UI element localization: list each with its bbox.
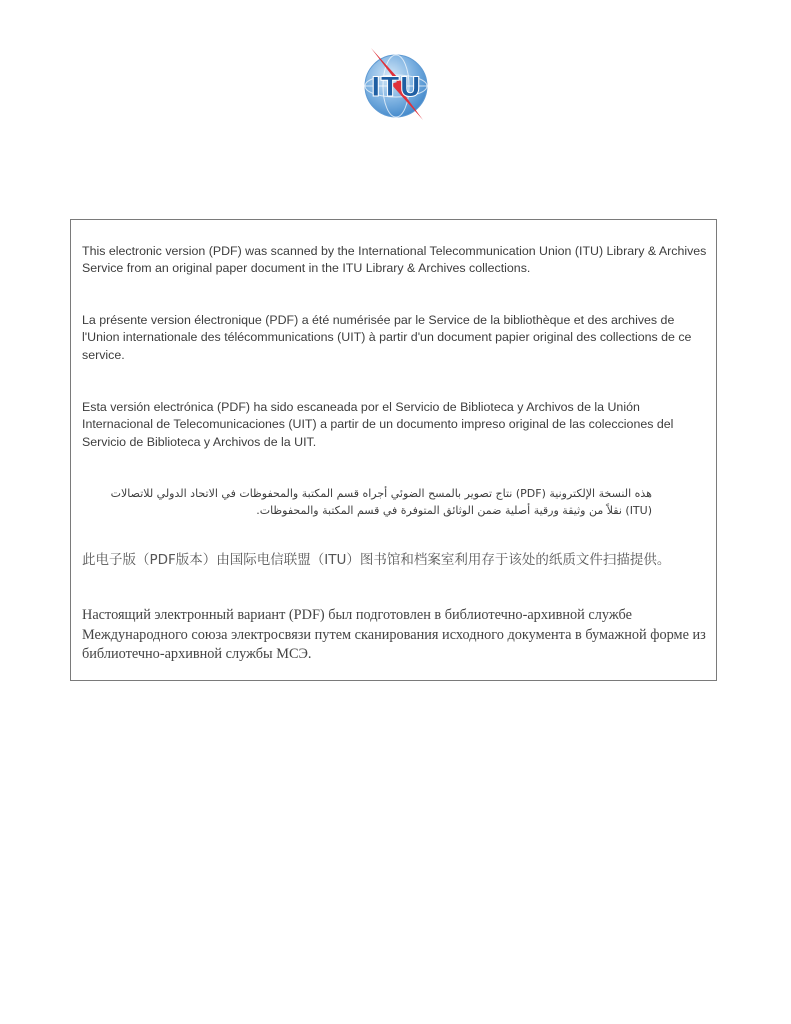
notice-chinese: 此电子版（PDF版本）由国际电信联盟（ITU）图书馆和档案室利用存于该处的纸质文件扫描提供。 bbox=[82, 552, 671, 568]
logo-text: ITU bbox=[370, 72, 422, 103]
notice-box bbox=[70, 219, 717, 681]
itu-globe-icon bbox=[361, 46, 431, 122]
notice-arabic: هذه النسخة الإلكترونية (PDF) نتاج تصوير بالمسح الضوئي أجراه قسم المكتبة والمحفوظات في الاتحاد الدولي للاتصالات (ITU) نقلاً من وثيقة ورقية أصلية ضمن الوثائق المتوفرة في قسم المكتبة والمحفوظات. bbox=[110, 487, 652, 517]
notice-english: This electronic version (PDF) was scanned by the International Telecommunication Union (ITU) Library & Archives Service from an original paper document in the ITU Library & Archives collections. bbox=[82, 244, 707, 276]
notice-french: La présente version électronique (PDF) a été numérisée par le Service de la bibliothèque et des archives de l'Union internationale des télécommunications (UIT) à partir d'un document papier original des collections de ce service. bbox=[82, 313, 692, 362]
itu-logo bbox=[361, 46, 431, 122]
notice-russian: Настоящий электронный вариант (PDF) был подготовлен в библиотечно-архивной службе Международного союза электросвязи путем сканирования исходного документа в бумажной форме из библиотечно-архивной службы МСЭ. bbox=[82, 607, 706, 662]
notice-spanish: Esta versión electrónica (PDF) ha sido escaneada por el Servicio de Biblioteca y Archivos de la Unión Internacional de Telecomunicaciones (UIT) a partir de un documento impreso original de las colecciones del Servicio de Biblioteca y Archivos de la UIT. bbox=[82, 400, 674, 449]
